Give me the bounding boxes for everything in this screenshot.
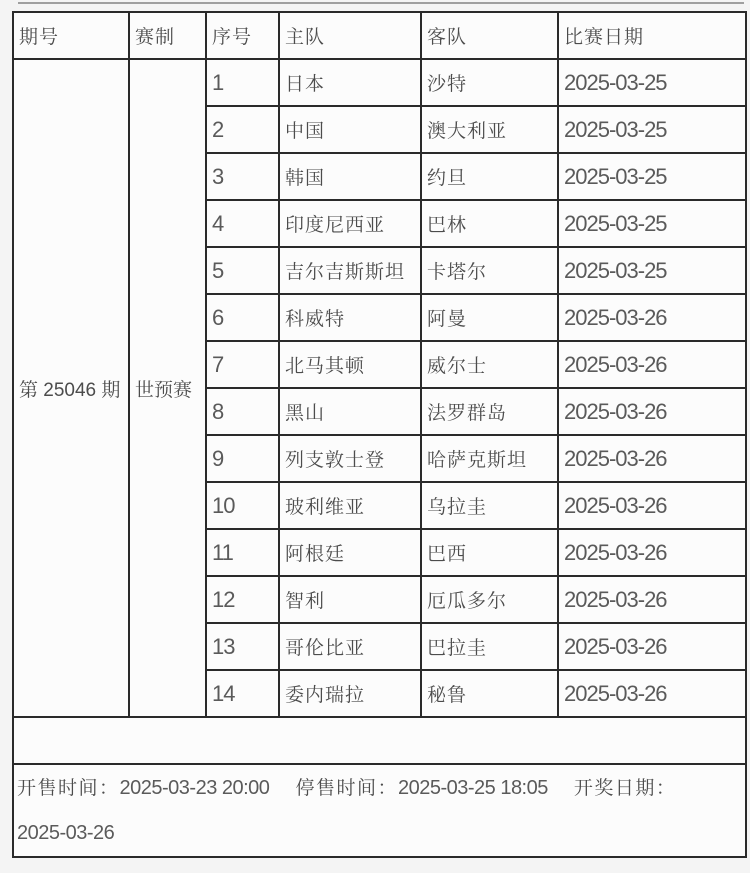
sale-info-line-1 <box>17 766 743 811</box>
match-no-cell: 5 <box>206 247 279 294</box>
spacer-row <box>13 717 746 764</box>
match-date-cell: 2025-03-26 <box>558 623 746 670</box>
match-no-cell: 3 <box>206 153 279 200</box>
away-team-cell: 哈萨克斯坦 <box>421 435 558 482</box>
match-no-cell: 2 <box>206 106 279 153</box>
away-team-cell: 巴西 <box>421 529 558 576</box>
away-team-cell: 巴拉圭 <box>421 623 558 670</box>
home-team-cell: 列支敦士登 <box>279 435 421 482</box>
schedule-table <box>12 11 747 858</box>
home-team-cell: 吉尔吉斯斯坦 <box>279 247 421 294</box>
match-no-cell: 8 <box>206 388 279 435</box>
empty-row-cell <box>13 717 746 764</box>
away-team-cell: 厄瓜多尔 <box>421 576 558 623</box>
match-date-cell: 2025-03-26 <box>558 529 746 576</box>
open-time-value: 2025-03-23 20:00 <box>119 777 270 799</box>
stop-time-value: 2025-03-25 18:05 <box>397 777 548 799</box>
away-team-cell: 卡塔尔 <box>421 247 558 294</box>
match-date-cell: 2025-03-25 <box>558 59 746 106</box>
match-date-cell: 2025-03-26 <box>558 576 746 623</box>
match-no-cell: 14 <box>206 670 279 717</box>
away-team-cell: 法罗群岛 <box>421 388 558 435</box>
match-date-cell: 2025-03-26 <box>558 388 746 435</box>
match-no-cell: 11 <box>206 529 279 576</box>
col-header-home-team: 主队 <box>279 12 421 59</box>
match-date-cell: 2025-03-25 <box>558 200 746 247</box>
away-team-cell: 阿曼 <box>421 294 558 341</box>
match-date-cell: 2025-03-25 <box>558 153 746 200</box>
home-team-cell: 黑山 <box>279 388 421 435</box>
match-no-cell: 4 <box>206 200 279 247</box>
match-date-cell: 2025-03-26 <box>558 670 746 717</box>
sale-info-cell <box>13 764 746 857</box>
match-row <box>13 59 746 106</box>
home-team-cell: 韩国 <box>279 153 421 200</box>
col-header-format: 赛制 <box>129 12 206 59</box>
match-no-cell: 9 <box>206 435 279 482</box>
footer-row <box>13 764 746 857</box>
match-date-cell: 2025-03-25 <box>558 247 746 294</box>
match-no-cell: 7 <box>206 341 279 388</box>
sale-info-line-2 <box>17 811 743 856</box>
col-header-away-team: 客队 <box>421 12 558 59</box>
away-team-cell: 沙特 <box>421 59 558 106</box>
home-team-cell: 委内瑞拉 <box>279 670 421 717</box>
match-no-cell: 13 <box>206 623 279 670</box>
col-header-no: 序号 <box>206 12 279 59</box>
cropped-row-fragment <box>18 2 744 4</box>
away-team-cell: 澳大利亚 <box>421 106 558 153</box>
away-team-cell: 约旦 <box>421 153 558 200</box>
home-team-cell: 印度尼西亚 <box>279 200 421 247</box>
match-date-cell: 2025-03-26 <box>558 435 746 482</box>
match-date-cell: 2025-03-26 <box>558 294 746 341</box>
period-number-cell: 第 25046 期 <box>13 59 129 717</box>
match-date-cell: 2025-03-25 <box>558 106 746 153</box>
home-team-cell: 中国 <box>279 106 421 153</box>
match-no-cell: 1 <box>206 59 279 106</box>
away-team-cell: 秘鲁 <box>421 670 558 717</box>
away-team-cell: 巴林 <box>421 200 558 247</box>
match-no-cell: 6 <box>206 294 279 341</box>
home-team-cell: 阿根廷 <box>279 529 421 576</box>
stop-time-label: 停售时间： <box>295 778 398 799</box>
open-time-label: 开售时间： <box>17 778 120 799</box>
match-date-cell: 2025-03-26 <box>558 341 746 388</box>
col-header-match-date: 比赛日期 <box>558 12 746 59</box>
home-team-cell: 日本 <box>279 59 421 106</box>
home-team-cell: 智利 <box>279 576 421 623</box>
match-date-cell: 2025-03-26 <box>558 482 746 529</box>
competition-format-cell: 世预赛 <box>129 59 206 717</box>
draw-date-label: 开奖日期： <box>573 778 677 799</box>
away-team-cell: 乌拉圭 <box>421 482 558 529</box>
away-team-cell: 威尔士 <box>421 341 558 388</box>
match-no-cell: 12 <box>206 576 279 623</box>
home-team-cell: 哥伦比亚 <box>279 623 421 670</box>
home-team-cell: 科威特 <box>279 294 421 341</box>
home-team-cell: 北马其顿 <box>279 341 421 388</box>
home-team-cell: 玻利维亚 <box>279 482 421 529</box>
draw-date-value: 2025-03-26 <box>17 822 115 844</box>
col-header-period: 期号 <box>13 12 129 59</box>
header-row <box>13 12 746 59</box>
match-no-cell: 10 <box>206 482 279 529</box>
